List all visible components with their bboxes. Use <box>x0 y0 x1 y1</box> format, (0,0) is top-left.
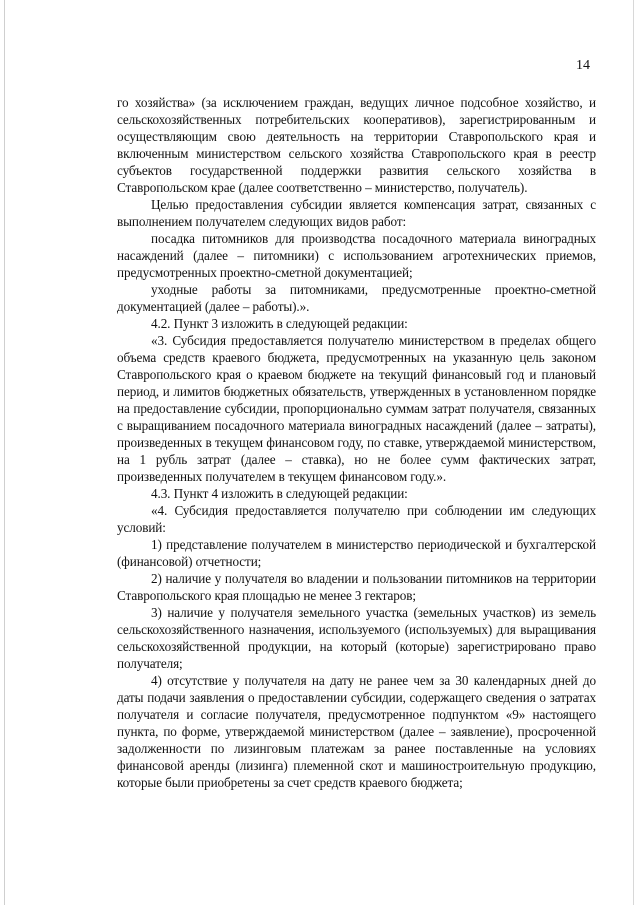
page-number: 14 <box>576 58 590 73</box>
paragraph-clause-3: «3. Субсидия предоставляется получателю министерством в пределах общего объема средств краевого бюджета, предусмотренных на указанную цель законом Ставропольского края о краевом бюджете на текущий финансовый год и плановый период, и лимитов бюджетных обязательств, утвержденных в установленном порядке на предоставление субсидии, пропорционально суммам затрат получателя, связанных с выращиванием посадочного материала виноградных насаждений (далее – затраты), произведенных в текущем финансовом году, по ставке, утверждаемой министерством, на 1 рубль затрат (далее – ставка), но не более сумм фактических затрат, произведенных получателем в текущем финансовом году.». <box>117 333 596 484</box>
scan-edge-left <box>4 0 5 905</box>
paragraph-continuation: го хозяйства» (за исключением граждан, ведущих личное подсобное хозяйство, и сельскохозяйственных потребительских кооперативов), зарегистрированным и осуществляющим свою деятельность на территории Ставропольского края и включенным министерством сельского хозяйства Ставропольского края в реестр субъектов государственной поддержки развития сельского хозяйства в Ставропольском крае (далее соответственно – министерство, получатель). <box>117 95 596 195</box>
paragraph-purpose: Целью предоставления субсидии является компенсация затрат, связанных с выполнением получателем следующих видов работ: <box>117 197 596 229</box>
paragraph-planting: посадка питомников для производства посадочного материала виноградных насаждений (далее – питомники) с использованием агротехнических приемов, предусмотренных проектно-сметной документацией; <box>117 231 596 280</box>
scan-edge-right <box>633 0 634 905</box>
paragraph-item-4-3: 4.3. Пункт 4 изложить в следующей редакции: <box>151 486 408 501</box>
paragraph-care-works: уходные работы за питомниками, предусмотренные проектно-сметной документацией (далее – работы).». <box>117 282 596 314</box>
paragraph-condition-2: 2) наличие у получателя во владении и пользовании питомников на территории Ставропольского края площадью не менее 3 гектаров; <box>117 571 596 603</box>
paragraph-condition-1: 1) представление получателем в министерство периодической и бухгалтерской (финансовой) отчетности; <box>117 537 596 569</box>
paragraph-item-4-2: 4.2. Пункт 3 изложить в следующей редакции: <box>151 316 408 331</box>
paragraph-condition-3: 3) наличие у получателя земельного участка (земельных участков) из земель сельскохозяйственного назначения, используемого (используемых) для выращивания сельскохозяйственной продукции, на который (которые) зарегистрировано право получателя; <box>117 605 596 671</box>
document-body <box>117 94 596 791</box>
paragraph-condition-4: 4) отсутствие у получателя на дату не ранее чем за 30 календарных дней до даты подачи заявления о предоставлении субсидии, содержащего сведения о затратах получателя и согласие получателя, предусмотренное подпунктом «9» настоящего пункта, по форме, утверждаемой министерством (далее – заявление), просроченной задолженности по лизинговым платежам за ранее поставленные на условиях финансовой аренды (лизинга) племенной скот и машиностроительную продукцию, которые были приобретены за счет средств краевого бюджета; <box>117 673 596 790</box>
paragraph-clause-4: «4. Субсидия предоставляется получателю при соблюдении им следующих условий: <box>117 503 596 535</box>
